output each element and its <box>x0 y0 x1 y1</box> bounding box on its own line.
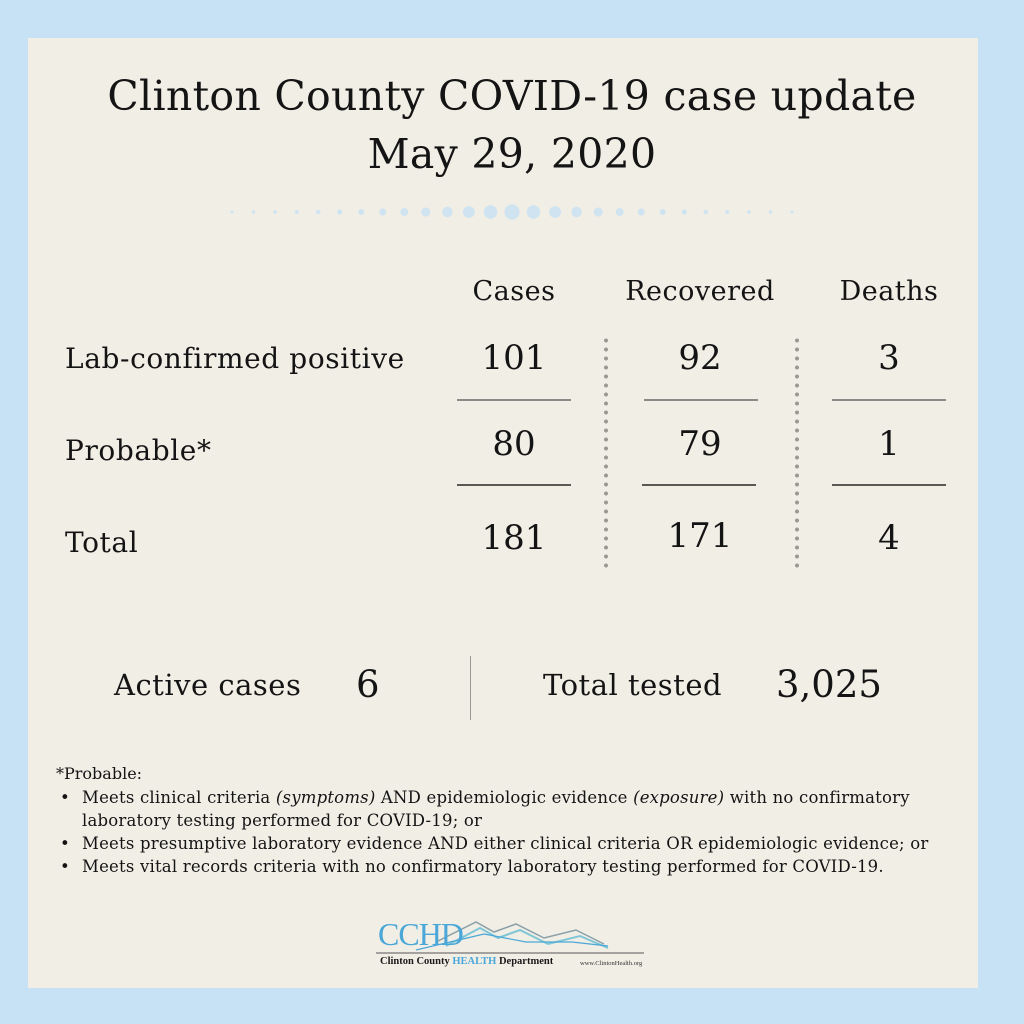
divider-dot <box>316 210 321 215</box>
header-deaths: Deaths <box>839 276 939 307</box>
divider-dot <box>273 210 277 214</box>
lab-confirmed-recovered: 92 <box>678 338 722 378</box>
divider-dot <box>790 210 793 213</box>
lab-confirmed-cases: 101 <box>481 338 547 378</box>
probable-recovered: 79 <box>678 424 722 464</box>
footnote-item: • Meets clinical criteria (symptoms) AND epidemiologic evidence (exposure) with no confirmatory laboratory testing performed for COVID-19; or <box>82 786 1002 832</box>
total-deaths: 4 <box>878 518 900 558</box>
divider-dot <box>230 210 233 213</box>
total-cases: 181 <box>481 518 547 558</box>
row-divider <box>832 399 946 401</box>
row-label-total: Total <box>65 526 139 559</box>
divider-dot <box>463 206 475 218</box>
logo-website: www.ClintonHealth.org <box>580 960 643 967</box>
row-label-probable: Probable* <box>65 434 212 467</box>
divider-dot <box>549 206 561 218</box>
footnote-list <box>60 786 1002 878</box>
divider-dot <box>400 208 408 216</box>
probable-deaths: 1 <box>878 424 900 464</box>
row-divider <box>644 399 758 401</box>
divider-dot <box>638 209 645 216</box>
probable-cases: 80 <box>492 424 536 464</box>
divider-dot <box>747 210 751 214</box>
header-cases: Cases <box>472 276 556 307</box>
divider-dot <box>527 205 540 218</box>
update-date: May 29, 2020 <box>367 130 657 178</box>
logo-abbreviation: CCHD <box>378 916 463 952</box>
divider-dot <box>616 208 624 216</box>
divider-dot <box>295 210 299 214</box>
row-divider <box>457 484 571 486</box>
divider-dot <box>594 207 603 216</box>
total-tested-value: 3,025 <box>776 663 882 706</box>
row-divider <box>832 484 946 486</box>
divider-dot <box>571 207 581 217</box>
divider-dot <box>504 204 519 219</box>
row-divider <box>457 399 571 401</box>
column-dotted-separator <box>794 336 800 572</box>
active-cases-value: 6 <box>356 663 380 706</box>
lab-confirmed-deaths: 3 <box>878 338 900 378</box>
divider-dot <box>252 210 255 213</box>
total-tested-label: Total tested <box>543 668 723 702</box>
divider-dot <box>725 210 729 214</box>
footnote-item: • Meets presumptive laboratory evidence AND either clinical criteria OR epidemiologic evidence; or <box>82 832 1002 855</box>
divider-dot <box>703 210 708 215</box>
total-recovered: 171 <box>667 516 733 556</box>
divider-dot <box>769 210 772 213</box>
divider-dot <box>421 207 430 216</box>
row-divider <box>642 484 756 486</box>
column-dotted-separator <box>603 336 609 572</box>
footnote-heading: *Probable: <box>56 764 143 783</box>
divider-dot <box>682 209 687 214</box>
divider-dot <box>379 209 386 216</box>
divider-dot <box>337 209 342 214</box>
header-recovered: Recovered <box>625 276 775 307</box>
divider-dot <box>442 207 452 217</box>
footnote-item: • Meets vital records criteria with no confirmatory laboratory testing performed for COVID-19. <box>82 855 1002 878</box>
divider-dot <box>660 209 666 215</box>
decorative-dot-divider <box>200 200 824 224</box>
row-label-lab-confirmed: Lab-confirmed positive <box>65 342 405 375</box>
divider-dot <box>358 209 364 215</box>
active-cases-label: Active cases <box>114 668 302 702</box>
logo-organization-name: Clinton County HEALTH Department <box>380 956 554 967</box>
page-title: Clinton County COVID-19 case update <box>107 72 917 120</box>
divider-dot <box>484 205 497 218</box>
summary-divider <box>470 656 471 720</box>
